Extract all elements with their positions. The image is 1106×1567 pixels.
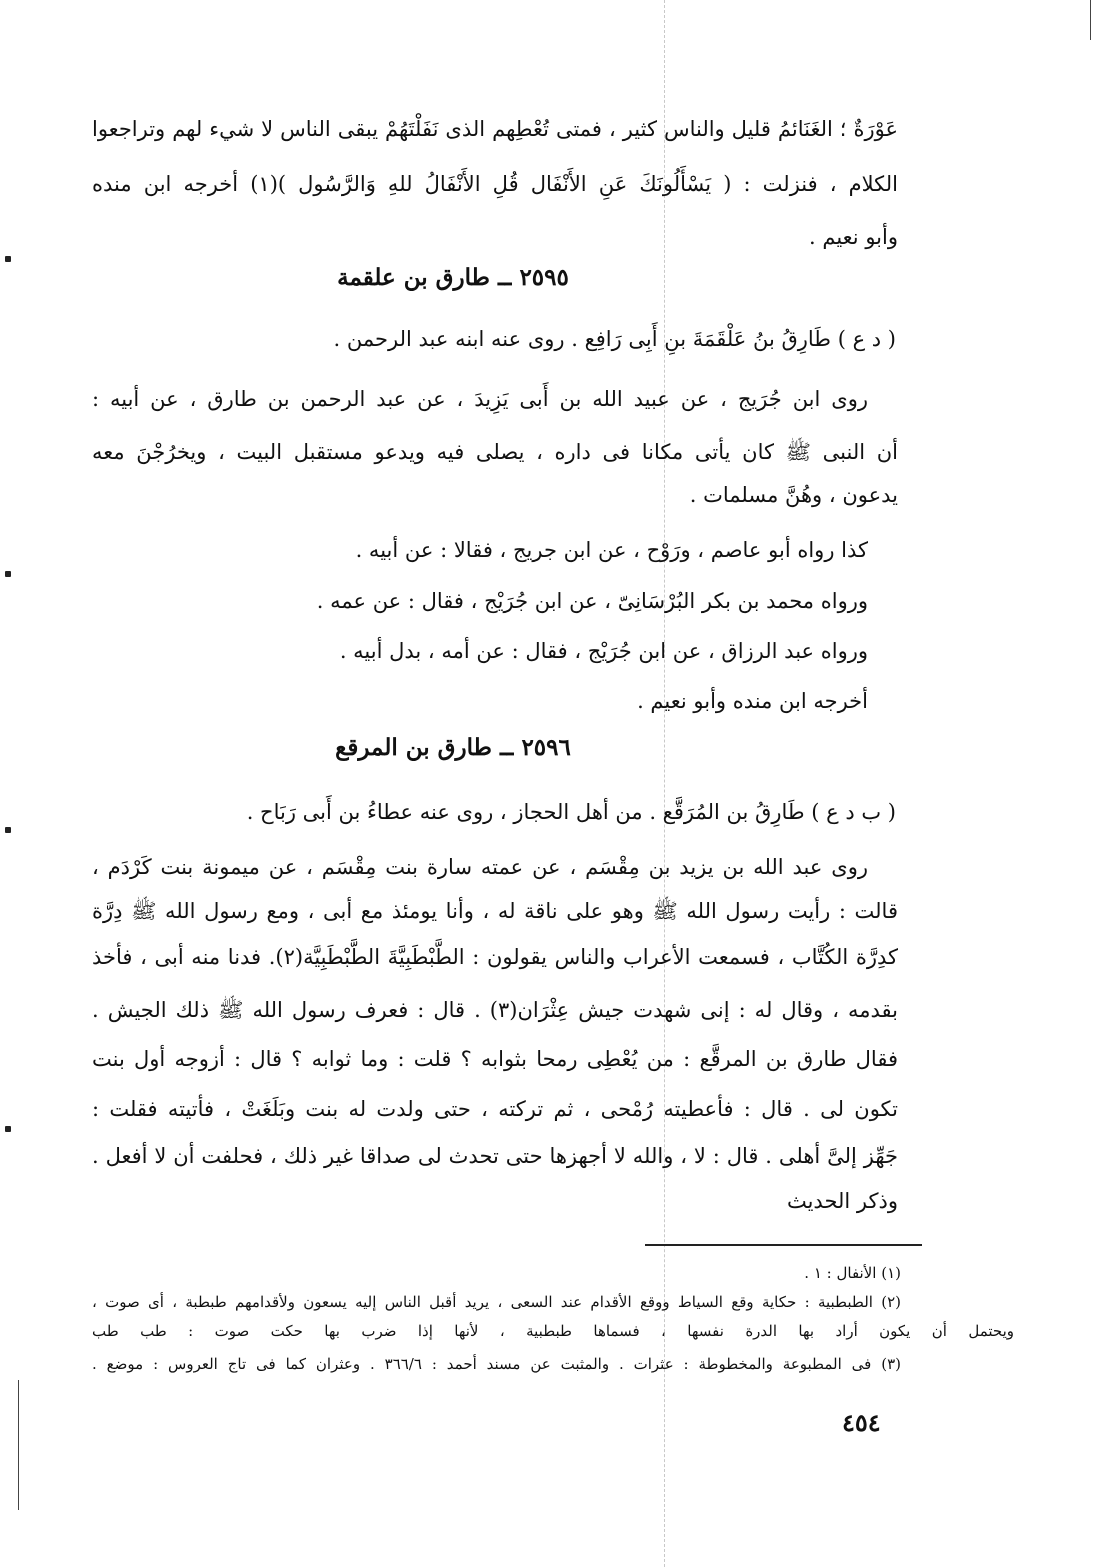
text-line: روى ابن جُرَيج ، عن عبيد الله بن أَبى يَزِيدَ ، عن عبد الرحمن بن طارق ، عن أبيه : — [92, 387, 868, 411]
footnote-3: (٣) فى المطبوعة والمخطوطة : عثرات . والمثبت عن مسند أحمد : ٣٦٦/٦ . وعثران كما فى تاج العروس : موضع . — [92, 1355, 901, 1373]
text-line: قالت : رأيت رسول الله ﷺ وهو على ناقة له ، وأنا يومئذ مع أبى ، ومع رسول الله ﷺ دِرَّة — [92, 899, 898, 923]
text-line: وذكر الحديث — [786, 1189, 898, 1213]
scan-mark — [5, 1126, 11, 1132]
footnote-1: (١) الأنفال : ١ . — [804, 1264, 901, 1282]
entry-heading-2596: ٢٥٩٦ ــ طارق بن المرقع — [335, 734, 571, 761]
scan-edge-line-top — [1090, 0, 1091, 40]
footnote-2: (٢) الطبطبية : حكاية وقع السياط ووقع الأقدام عند السعى ، يريد أقبل الناس إليه يسعون ولأقدامهم طبطبة ، أى صوت ، — [92, 1293, 901, 1311]
text-line: وأبو نعيم . — [809, 225, 898, 249]
text-line: فقال طارق بن المرقَّع : من يُعْطِى رمحا بثوابه ؟ قلت : وما ثوابه ؟ قال : أزوجه أول بنت — [92, 1047, 898, 1071]
text-line: يدعون ، وهُنَّ مسلمات . — [689, 483, 898, 507]
entry-heading-2595: ٢٥٩٥ ــ طارق بن علقمة — [337, 264, 569, 291]
text-line: روى عبد الله بن يزيد بن مِقْسَم ، عن عمته سارة بنت مِقْسَم ، عن ميمونة بنت كَرْدَم ، — [92, 855, 868, 879]
text-line: أن النبى ﷺ كان يأتى مكانا فى داره ، يصلى فيه ويدعو مستقبل البيت ، ويخرُجْنَ معه — [92, 440, 898, 464]
text-line: كدِرَّة الكُتَّاب ، فسمعت الأعراب والناس يقولون : الطَّبْطَبِيَّةَ الطَّبْطَبِيَّة(٢). فدنا منه أبى ، فأخذ — [92, 945, 898, 969]
narration-line: كذا رواه أبو عاصم ، ورَوْح ، عن ابن جريج ، فقالا : عن أبيه . — [355, 538, 868, 562]
scan-edge-line-bottom — [18, 1380, 19, 1510]
scan-mark — [5, 571, 11, 577]
narration-line: ورواه محمد بن بكر البُرْسَانِىّ ، عن ابن جُرَيْج ، فقال : عن عمه . — [316, 589, 868, 613]
narration-line: أخرجه ابن منده وأبو نعيم . — [637, 689, 868, 713]
text-line: عَوْرَةٌ ؛ الغَنَائمُ قليل والناس كثير ، فمتى تُعْطِهم الذى نَفَلْتَهُمْ يبقى الناس لا شيء لهم وتراجعوا — [92, 117, 898, 141]
text-line: جَهِّز إلىَّ أهلى . قال : لا ، والله لا أجهزها حتى تحدث لى صداقا غير ذلك ، فحلفت أن لا أفعل . — [92, 1144, 898, 1168]
entry-intro-2596: ( ب د ع ) طَارِقُ بن المُرَقَّع . من أهل الحجاز ، روى عنه عطاءُ بن أَبى رَبَاح . — [246, 800, 896, 824]
scan-mark — [5, 827, 11, 833]
entry-intro-2595: ( د ع ) طَارِقُ بنُ عَلْقَمَةَ بنِ أَبِى رَافِع . روى عنه ابنه عبد الرحمن . — [333, 327, 896, 351]
page-number: ٤٥٤ — [842, 1408, 881, 1437]
footnote-separator — [645, 1244, 922, 1246]
text-line: تكون لى . قال : فأعطيته رُمْحى ، ثم تركته ، حتى ولدت له بنت وبَلَغَتْ ، فأتيته فقلت : — [92, 1097, 898, 1121]
footnote-2-continued: ويحتمل أن يكون أراد بها الدرة نفسها ، فسماها طبطبية ، لأنها إذا ضرب بها حكت صوت : طب طب — [92, 1322, 1014, 1340]
narration-line: ورواه عبد الرزاق ، عن ابن جُرَيْج ، فقال : عن أمه ، بدل أبيه . — [339, 639, 868, 663]
text-line: بقدمه ، وقال له : إنى شهدت جيش عِثْرَان(٣) . قال : فعرف رسول الله ﷺ ذلك الجيش . — [92, 998, 898, 1022]
text-line: الكلام ، فنزلت : ( يَسْأَلُونَكَ عَنِ الأَنْفَال قُلِ الأَنْفَالُ للهِ وَالرَّسُول )(١) أخرجه ابن منده — [92, 172, 898, 196]
